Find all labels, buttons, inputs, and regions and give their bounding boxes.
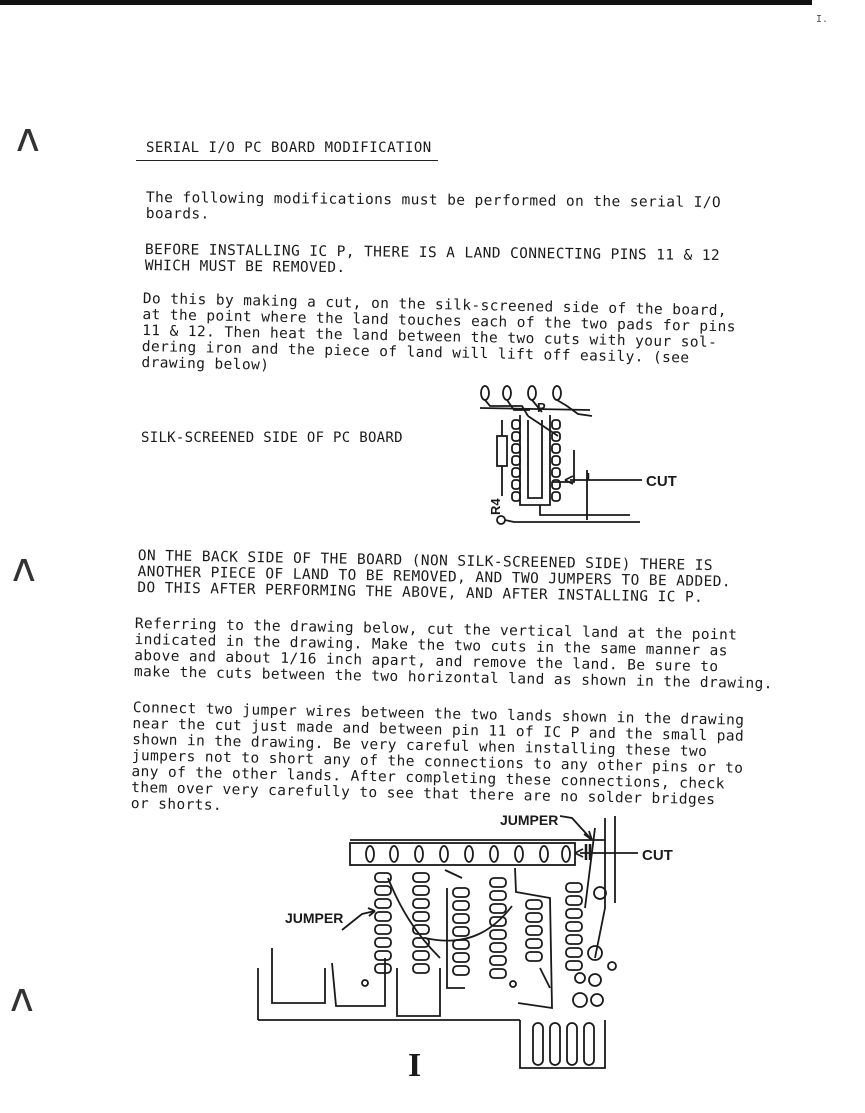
jumper-instructions-paragraph: Connect two jumper wires between the two lands shown in the drawing near the cut just made and between pin 11 of IC P and the small pad shown in the drawing. Be very careful when installing these two jumpers not to short any of the connections to any other pins or to any of the other lands. After completing these connections, check them over very carefully to see that there are no solder bridges or shorts. <box>130 700 745 814</box>
top-traces <box>480 400 592 436</box>
back-side-paragraph: ON THE BACK SIDE OF THE BOARD (NON SILK-SCREENED SIDE) THERE IS ANOTHER PIECE OF LAND TO BE REMOVED, AND TWO JUMPERS TO BE ADDED. DO THIS AFTER PERFORMING THE ABOVE, AND AFTER INSTALLING IC P. <box>137 548 732 606</box>
ic-column-3 <box>453 888 469 975</box>
warning-paragraph: BEFORE INSTALLING IC P, THERE IS A LAND CONNECTING PINS 11 & 12 WHICH MUST BE REMOVED. <box>144 242 721 277</box>
ic-column-2 <box>413 873 429 973</box>
cut-label-bottom: CUT <box>642 847 673 864</box>
board-mark: I <box>408 1047 422 1083</box>
silk-side-board-drawing <box>470 380 685 535</box>
ic-p-label: P <box>537 400 546 415</box>
ic-left-pads <box>512 420 520 501</box>
edge-connector <box>520 1020 605 1068</box>
jumper-top-label: JUMPER <box>500 812 559 828</box>
ic-column-4 <box>490 878 506 978</box>
silk-screened-side-label: SILK-SCREENED SIDE OF PC BOARD <box>141 430 403 446</box>
back-side-board-drawing <box>250 808 700 1083</box>
top-edge-bar <box>0 0 812 5</box>
bottom-traces <box>497 450 640 524</box>
top-pads <box>481 386 561 400</box>
binder-hole-bottom: ʌ <box>10 975 34 1021</box>
land-traces <box>272 868 552 1016</box>
r4-label: R4 <box>488 498 503 515</box>
edge-mark: I. <box>816 14 829 25</box>
jumper-wires <box>388 870 512 958</box>
ic-column-5 <box>526 900 542 961</box>
ic-column-1 <box>375 873 391 973</box>
ic-column-6 <box>566 883 582 970</box>
jumper-left-label: JUMPER <box>285 910 344 926</box>
resistor-r4 <box>497 420 507 496</box>
page-title: SERIAL I/O PC BOARD MODIFICATION <box>136 140 438 161</box>
intro-paragraph: The following modifications must be performed on the serial I/O boards. <box>145 190 722 223</box>
cut-mark <box>565 473 642 484</box>
cut-instructions-paragraph: Do this by making a cut, on the silk-screened side of the board, at the point where the land touches each of the two pads for pins 11 & 12. Then heat the land between the two cuts with your sol- dering iron and the piece of land will lift off easily. (see drawing below) <box>141 291 736 374</box>
ic-right-pads <box>552 420 560 501</box>
binder-hole-top: ʌ <box>16 115 40 161</box>
binder-hole-middle: ʌ <box>12 545 36 591</box>
cut-vertical-land-paragraph: Referring to the drawing below, cut the vertical land at the point indicated in the drawing. Make the two cuts in the same manner as above and about 1/16 inch apart, and remove the land. Be sure to make the cuts between the two horizontal land as shown in the drawing. <box>133 616 774 693</box>
cut-label: CUT <box>646 473 677 490</box>
top-pin-row <box>350 843 575 865</box>
